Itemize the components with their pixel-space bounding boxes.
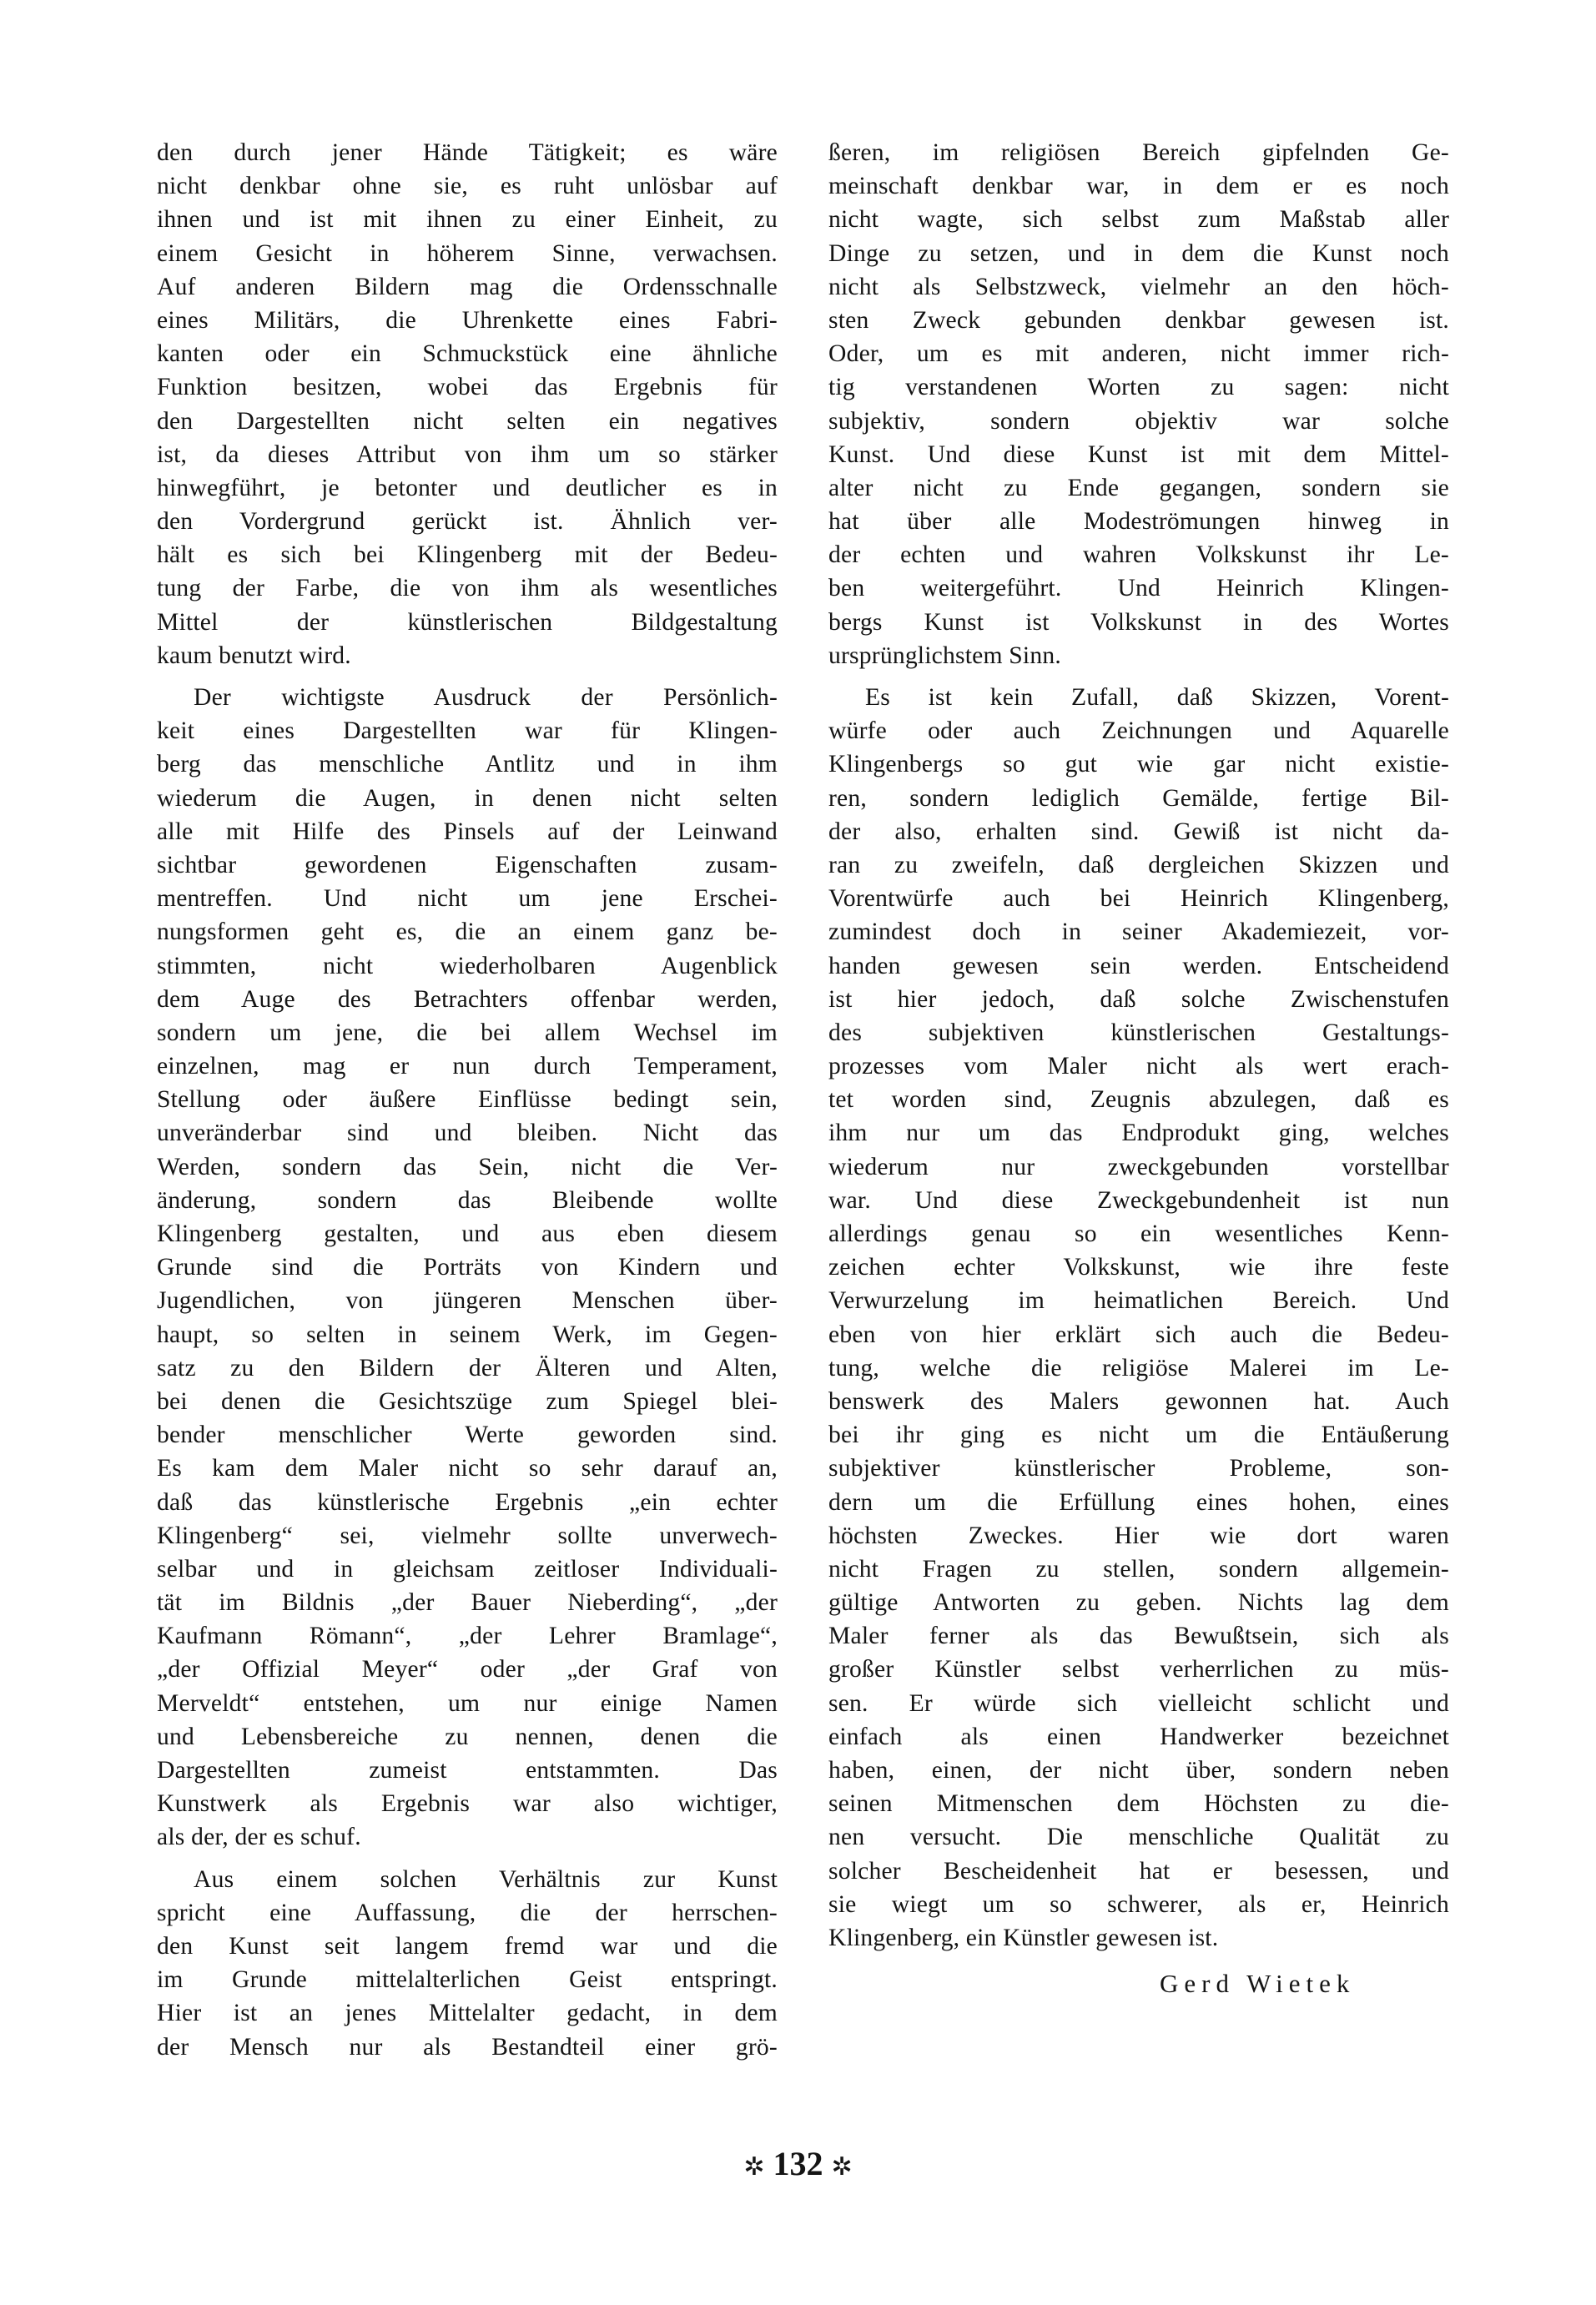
text-line: seinen Mitmenschen dem Höchsten zu die- (828, 1790, 1449, 1818)
text-line: Funktion besitzen, wobei das Ergebnis für (157, 374, 778, 401)
text-line: Stellung oder äußere Einflüsse bedingt sein, (157, 1086, 778, 1114)
text-line: tung der Farbe, die von ihm als wesentliches (157, 575, 778, 602)
text-line: Aus einem solchen Verhältnis zur Kunst (194, 1865, 778, 1893)
right-text-column (828, 136, 1449, 1955)
text-line: Klingenberg, ein Künstler gewesen ist. (828, 1924, 1219, 1951)
text-line: keit eines Dargestellten war für Klingen- (157, 717, 778, 745)
text-line: kaum benutzt wird. (157, 642, 351, 669)
text-line: ist, da dieses Attribut von ihm um so stärker (157, 440, 778, 468)
text-line: prozesses vom Maler nicht als wert erach- (828, 1053, 1449, 1080)
text-line: meinschaft denkbar war, in dem er es noch (828, 173, 1449, 200)
text-line: tig verstandenen Worten zu sagen: nicht (828, 374, 1449, 401)
text-line: hat über alle Modeströmungen hinweg in (828, 508, 1449, 536)
text-line: benswerk des Malers gewonnen hat. Auch (828, 1387, 1449, 1415)
text-line: einzelnen, mag er nun durch Temperament, (157, 1053, 778, 1080)
text-line: Kaufmann Römann“, „der Lehrer Bramlage“, (157, 1623, 778, 1650)
text-line: Klingenberg“ sei, vielmehr sollte unverwech- (157, 1522, 778, 1549)
text-line: Dinge zu setzen, und in dem die Kunst noch (828, 239, 1449, 267)
text-line: als der, der es schuf. (157, 1824, 361, 1851)
text-line: subjektiv, sondern objektiv war solche (828, 407, 1449, 435)
text-line: Merveldt“ entstehen, um nur einige Namen (157, 1689, 778, 1717)
text-line: gültige Antworten zu geben. Nichts lag dem (828, 1589, 1449, 1617)
text-line: hält es sich bei Klingenberg mit der Bedeu- (157, 541, 778, 569)
text-line: Jugendlichen, von jüngeren Menschen über- (157, 1287, 778, 1315)
text-line: würfe oder auch Zeichnungen und Aquarelle (828, 717, 1449, 745)
text-line: sichtbar gewordenen Eigenschaften zusam- (157, 851, 778, 878)
text-line: den Vordergrund gerückt ist. Ähnlich ver- (157, 508, 778, 536)
text-line: Mittel der künstlerischen Bildgestaltung (157, 608, 778, 636)
text-line: mentreffen. Und nicht um jene Erschei- (157, 885, 778, 913)
text-line: tet worden sind, Zeugnis abzulegen, daß es (828, 1086, 1449, 1114)
text-line: handen gewesen sein werden. Entscheidend (828, 952, 1449, 979)
text-line: Kunst. Und diese Kunst ist mit dem Mittel- (828, 440, 1449, 468)
text-line: nicht als Selbstzweck, vielmehr an den höch- (828, 273, 1449, 300)
text-line: haupt, so selten in seinem Werk, im Gegen- (157, 1321, 778, 1348)
text-line: Werden, sondern das Sein, nicht die Ver- (157, 1153, 778, 1180)
text-line: einfach als einen Handwerker bezeichnet (828, 1723, 1449, 1750)
text-line: nen versucht. Die menschliche Qualität zu (828, 1824, 1449, 1851)
page-number-footer (0, 2144, 1596, 2183)
text-line: großer Künstler selbst verherrlichen zu müs- (828, 1656, 1449, 1683)
text-line: hinwegführt, je betonter und deutlicher es in (157, 474, 778, 501)
ornament-star-icon: ✲ (743, 2153, 765, 2181)
text-line: satz zu den Bildern der Älteren und Alten, (157, 1354, 778, 1381)
text-line: im Grunde mittelalterlichen Geist entspringt. (157, 1966, 778, 1994)
text-line: Kunstwerk als Ergebnis war also wichtiger, (157, 1790, 778, 1818)
text-line: bender menschlicher Werte geworden sind. (157, 1422, 778, 1449)
text-line: selbar und in gleichsam zeitloser Individuali- (157, 1555, 778, 1583)
text-line: eines Militärs, die Uhrenkette eines Fabri- (157, 306, 778, 334)
text-line: sondern um jene, die bei allem Wechsel im (157, 1019, 778, 1046)
text-line: tät im Bildnis „der Bauer Nieberding“, „der (157, 1589, 778, 1617)
text-line: berg das menschliche Antlitz und in ihm (157, 751, 778, 778)
text-line: zumindest doch in seiner Akademiezeit, vor- (828, 918, 1449, 946)
text-line: „der Offizial Meyer“ oder „der Graf von (157, 1656, 778, 1683)
text-line: zeichen echter Volkskunst, wie ihre feste (828, 1254, 1449, 1281)
text-line: den durch jener Hände Tätigkeit; es wäre (157, 139, 778, 166)
text-line: der Mensch nur als Bestandteil einer grö- (157, 2033, 778, 2061)
text-line: tung, welche die religiöse Malerei im Le- (828, 1354, 1449, 1381)
text-line: sie wiegt um so schwerer, als er, Heinrich (828, 1890, 1449, 1918)
author-signature: Gerd Wietek (1160, 1969, 1356, 1998)
text-line: Auf anderen Bildern mag die Ordensschnalle (157, 273, 778, 300)
text-line: stimmten, nicht wiederholbaren Augenblick (157, 952, 778, 979)
text-line: alle mit Hilfe des Pinsels auf der Leinwand (157, 818, 778, 845)
text-line: Der wichtigste Ausdruck der Persönlich- (194, 684, 778, 711)
text-line: ran zu zweifeln, daß dergleichen Skizzen und (828, 851, 1449, 878)
text-line: bei ihr ging es nicht um die Entäußerung (828, 1422, 1449, 1449)
text-line: Vorentwürfe auch bei Heinrich Klingenberg, (828, 885, 1449, 913)
text-line: wiederum die Augen, in denen nicht selten (157, 784, 778, 812)
text-line: bergs Kunst ist Volkskunst in des Wortes (828, 608, 1449, 636)
text-line: ihnen und ist mit ihnen zu einer Einheit, zu (157, 206, 778, 234)
text-line: kanten oder ein Schmuckstück eine ähnliche (157, 340, 778, 368)
text-line: subjektiver künstlerischer Probleme, son- (828, 1455, 1449, 1482)
text-line: dem Auge des Betrachters offenbar werden, (157, 985, 778, 1013)
text-line: Grunde sind die Porträts von Kindern und (157, 1254, 778, 1281)
text-line: einem Gesicht in höherem Sinne, verwachsen. (157, 239, 778, 267)
text-line: höchsten Zweckes. Hier wie dort waren (828, 1522, 1449, 1549)
text-line: alter nicht zu Ende gegangen, sondern sie (828, 474, 1449, 501)
text-line: Klingenbergs so gut wie gar nicht existie- (828, 751, 1449, 778)
text-line: unveränderbar sind und bleiben. Nicht das (157, 1120, 778, 1147)
text-line: der echten und wahren Volkskunst ihr Le- (828, 541, 1449, 569)
text-line: ben weitergeführt. Und Heinrich Klingen- (828, 575, 1449, 602)
text-line: Es kam dem Maler nicht so sehr darauf an, (157, 1455, 778, 1482)
text-line: ßeren, im religiösen Bereich gipfelnden Ge- (828, 139, 1449, 166)
text-line: und Lebensbereiche zu nennen, denen die (157, 1723, 778, 1750)
text-line: daß das künstlerische Ergebnis „ein echter (157, 1488, 778, 1516)
text-line: solcher Bescheidenheit hat er besessen, und (828, 1857, 1449, 1885)
text-line: eben von hier erklärt sich auch die Bedeu- (828, 1321, 1449, 1348)
ornament-star-icon: ✲ (831, 2153, 853, 2181)
text-line: den Dargestellten nicht selten ein negatives (157, 407, 778, 435)
text-line: den Kunst seit langem fremd war und die (157, 1932, 778, 1960)
text-line: ist hier jedoch, daß solche Zwischenstufen (828, 985, 1449, 1013)
text-line: spricht eine Auffassung, die der herrschen- (157, 1899, 778, 1926)
text-line: Klingenberg gestalten, und aus eben diesem (157, 1220, 778, 1247)
text-line: Verwurzelung im heimatlichen Bereich. Und (828, 1287, 1449, 1315)
text-line: dern um die Erfüllung eines hohen, eines (828, 1488, 1449, 1516)
page-number: 132 (773, 2145, 823, 2182)
text-line: nicht denkbar ohne sie, es ruht unlösbar auf (157, 173, 778, 200)
text-line: nungsformen geht es, die an einem ganz be- (157, 918, 778, 946)
text-line: des subjektiven künstlerischen Gestaltungs- (828, 1019, 1449, 1046)
text-line: sten Zweck gebunden denkbar gewesen ist. (828, 306, 1449, 334)
text-line: der also, erhalten sind. Gewiß ist nicht da- (828, 818, 1449, 845)
text-line: haben, einen, der nicht über, sondern neben (828, 1757, 1449, 1784)
text-line: ihm nur um das Endprodukt ging, welches (828, 1120, 1449, 1147)
text-line: Maler ferner als das Bewußtsein, sich als (828, 1623, 1449, 1650)
text-line: Es ist kein Zufall, daß Skizzen, Vorent- (865, 684, 1449, 711)
text-line: nicht Fragen zu stellen, sondern allgemein- (828, 1555, 1449, 1583)
text-line: war. Und diese Zweckgebundenheit ist nun (828, 1186, 1449, 1214)
text-line: änderung, sondern das Bleibende wollte (157, 1186, 778, 1214)
text-line: wiederum nur zweckgebunden vorstellbar (828, 1153, 1449, 1180)
text-line: ren, sondern lediglich Gemälde, fertige Bil- (828, 784, 1449, 812)
text-line: bei denen die Gesichtszüge zum Spiegel blei- (157, 1387, 778, 1415)
text-line: allerdings genau so ein wesentliches Kenn- (828, 1220, 1449, 1247)
text-line: Dargestellten zumeist entstammten. Das (157, 1757, 778, 1784)
text-line: ursprünglichstem Sinn. (828, 642, 1061, 669)
text-line: Hier ist an jenes Mittelalter gedacht, in dem (157, 2000, 778, 2027)
left-text-column (157, 136, 778, 2064)
text-line: Oder, um es mit anderen, nicht immer rich- (828, 340, 1449, 368)
text-line: nicht wagte, sich selbst zum Maßstab aller (828, 206, 1449, 234)
text-line: sen. Er würde sich vielleicht schlicht und (828, 1689, 1449, 1717)
